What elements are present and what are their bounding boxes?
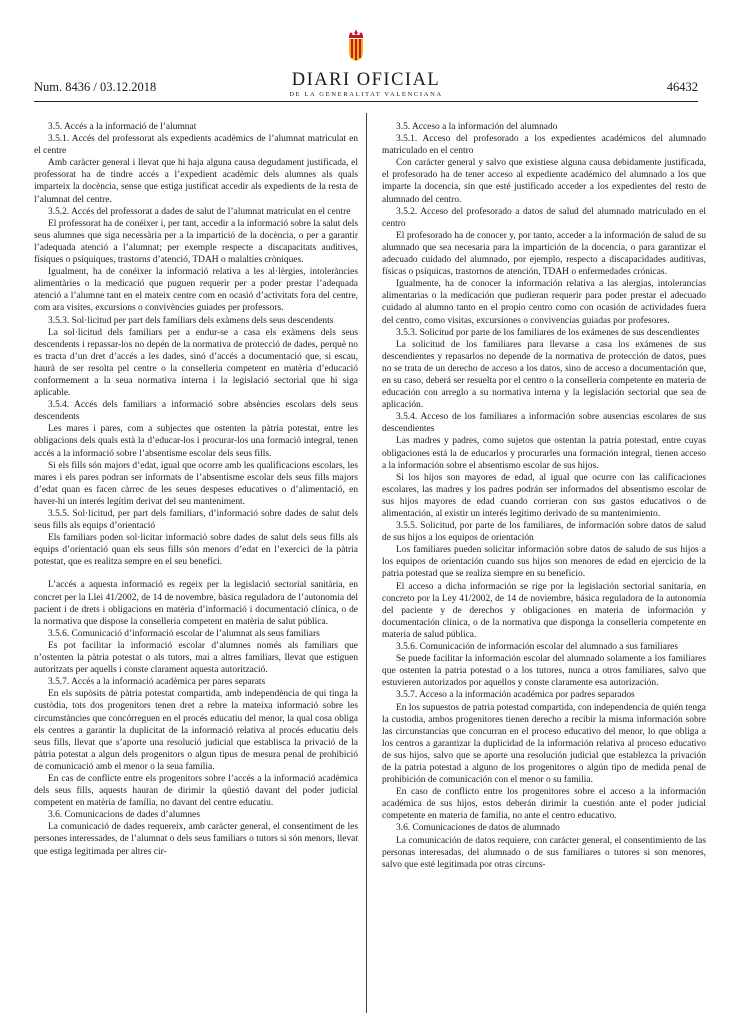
paragraph: Es pot facilitar la informació escolar d’alumnes només als familiars que n’ostenten la pàtria potestat o als tutors, mai a altres familiars, llevat que estiguen autoritzats per aquells i conste clarament aquesta autorització. <box>34 640 358 676</box>
paragraph: En caso de conflicto entre los progenitores sobre el acceso a la información académica de sus hijos, estos deberán dirimir la cuestión ante el poder judicial competente en materia de familia, no ante el centro educativo. <box>382 787 706 822</box>
header-rule <box>34 101 698 102</box>
page-number: 46432 <box>666 80 698 94</box>
paragraph: El professorat ha de conéixer i, per tant, accedir a la informació sobre la salut dels seus alumnes que siga necessària per a la impartició de la docència, o per a garantir l’adequada atenció a l’alumnat; per exemple respecte a discapacitats auditives, físiques o psíquiques, trastorns d’atenció, TDAH o malalties cròniques. <box>34 218 358 266</box>
paragraph: Igualmente, ha de conocer la información relativa a las alergias, intolerancias alimentarias o la medicación que pudieran requerir para poder prestar el adecuado cuidado al alumno tanto en el propio centro como con ocasión de actividades fuera del centro, como visitas, excursiones o convivencias guiadas por profesores. <box>382 279 706 326</box>
paragraph: En los supuestos de patria potestad compartida, con independencia de quién tenga la custodia, ambos progenitores tienen derecho a recibir la misma información sobre las circunstancias que concurran en el proceso educativo del menor, lo que obliga a los centros a garantizar la duplicidad de la información relativa al proceso educativo de sus hijos, salvo que se aporte una resolución judicial que establezca la privación de la patria potestad a alguno de los progenitores o algún tipo de medida penal de prohibición de comunicación con el menor o su familia. <box>382 702 706 786</box>
paragraph: Igualment, ha de conéixer la informació relativa a les al·lèrgies, intoleràncies alimentàries o la medicació que puguen requerir per a poder prestar l’adequada atenció a l’alumne tant en el mateix centre com en ocasió d’activitats fora del centre, com ara visites, excursions o convivències guiades per professors. <box>34 267 358 314</box>
spanish-text-column <box>382 121 706 871</box>
section-heading: 3.6. Comunicacions de dades d’alumnes <box>48 810 201 821</box>
valencian-text-column <box>34 121 358 858</box>
paragraph: La comunicación de datos requiere, con carácter general, el consentimiento de las personas interesadas, del alumnado o de sus familiares o tutores si son menores, salvo que esté legitimada por otras circuns- <box>382 835 706 870</box>
subsection-heading: 3.5.3. Sol·licitud per part dels familiars dels exàmens dels seus descendents <box>48 315 334 326</box>
paragraph: Els familiars poden sol·licitar informació sobre dades de salut dels seus fills als equips d’orientació quan els seus fills són menors d’edat en l’exercici de la pàtria potestat, que es realitza sempre en el seu benefici. <box>34 533 358 568</box>
subsection-heading: 3.5.6. Comunicación de información escolar del alumnado a sus familiares <box>396 642 678 653</box>
subsection-heading: 3.5.7. Acceso a la información académica por padres separados <box>396 690 635 701</box>
section-heading: 3.5. Acceso a la información del alumnado <box>396 122 558 132</box>
journal-title: DIARI OFICIAL <box>291 70 441 90</box>
paragraph: La solicitud de los familiares para llevarse a casa los exámenes de sus descendientes y repasarlos no depende de la normativa de protección de datos, pues no se trata de un derecho de acceso a los datos, sino de acceso a documentación que, en su caso, deberá ser resuelta por el centro o la conselleria competente en materia de educación con arreglo a su normativa interna y la legislación sectorial que sea de aplicación. <box>382 339 706 411</box>
paragraph: En els supòsits de pàtria potestat compartida, amb independència de qui tinga la custòdia, tots dos progenitors tenen dret a rebre la mateixa informació sobre les circumstàncies que concórreguen en el procés educatiu del menor, la qual cosa obliga els centres a garantir la duplicitat de la informació relativa al procés educatiu dels seus fills, llevat que s’aporte una resolució judicial que establisca la privació de la pàtria potestat a algun dels progenitors o algun tipus de mesura penal de prohibició de comunicació amb el menor o la seua família. <box>34 689 358 772</box>
subsection-heading: 3.5.4. Acceso de los familiares a información sobre ausencias escolares de sus descendientes <box>382 412 706 435</box>
paragraph: Con carácter general y salvo que existiese alguna causa debidamente justificada, el profesorado ha de tener acceso al expediente académico del alumnado a los que imparte la docencia, sin que esté justificado acceder a los expedientes del resto de alumnado del centro. <box>382 158 706 205</box>
subsection-heading: 3.5.6. Comunicació d’informació escolar de l’alumnat als seus familiars <box>48 628 320 639</box>
subsection-heading: 3.5.5. Sol·licitud, per part dels familiars, d’informació sobre dades de salut dels seus fills als equips d’orientació <box>34 509 358 532</box>
subsection-heading: 3.5.7. Accés a la informació acadèmica per pares separats <box>48 677 266 688</box>
masthead <box>34 70 698 99</box>
subsection-heading: 3.5.1. Acceso del profesorado a los expedientes académicos del alumnado matriculado en el centro <box>382 134 706 157</box>
paragraph: Amb caràcter general i llevat que hi haja alguna causa degudament justificada, el professorat ha de tindre accés a l’expedient acadèmic dels alumnes als quals imparteix la docència, sense que estiga justificat accedir als expedients de la resta de l’alumnat del centre. <box>34 158 358 205</box>
issue-number-date: Num. 8436 / 03.12.2018 <box>34 80 157 94</box>
paragraph: Las madres y padres, como sujetos que ostentan la patria potestad, entre cuyas obligaciones está la de educarlos y procurarles una formación integral, tienen acceso a la información sobre el absentismo escolar de sus hijos. <box>382 436 706 471</box>
section-heading: 3.6. Comunicaciones de datos de alumnado <box>396 823 560 834</box>
subsection-heading: 3.5.1. Accés del professorat als expedients acadèmics de l’alumnat matriculat en el centre <box>34 134 358 157</box>
paragraph: Si els fills són majors d’edat, igual que ocorre amb les qualificacions escolars, les mares i els pares podran ser informats de l’absentisme escolar dels seus fills majors d’edat quan es facen càrrec de les seues despeses educatives o d’alimentació, en haver-hi un interés legítim derivat del seu manteniment. <box>34 460 358 507</box>
subsection-heading: 3.5.5. Solicitud, por parte de los familiares, de información sobre datos de salud de sus hijos a los equipos de orientación <box>382 521 706 544</box>
subsection-heading: 3.5.2. Accés del professorat a dades de salut de l’alumnat matriculat en el centre <box>48 206 351 217</box>
paragraph: El acceso a dicha información se rige por la legislación sectorial sanitaria, en concreto por la Ley 41/2002, de 14 de noviembre, básica reguladora de la autonomía del paciente y de derechos y obligaciones en materia de información y documentación clínica, o de la normativa que disponga la conselleria competente en materia de salud pública. <box>382 581 706 640</box>
paragraph: Si los hijos son mayores de edad, al igual que ocurre con las calificaciones escolares, las madres y los padres podrán ser informados del absentismo escolar de sus hijos mayores de edad cuando corrieran con sus gastos educativos o de alimentación, al existir un interés legítimo derivado de su mantenimiento. <box>382 472 706 519</box>
journal-subtitle: DE LA GENERALITAT VALENCIANA <box>289 91 443 98</box>
paragraph: Los familiares pueden solicitar información sobre datos de saludo de sus hijos a los equipos de orientación cuando sus hijos son menores de edad en ejercicio de la patria potestad que se realiza siempre en su beneficio. <box>382 545 706 580</box>
column-divider <box>366 113 367 1013</box>
paragraph: L’accés a aquesta informació es regeix per la legislació sectorial sanitària, en concret per la Llei 41/2002, de 14 de novembre, bàsica reguladora de l’autonomia del pacient i de drets i obligacions en matèria d’informació i documentació clínica, o de la normativa que dispose la conselleria competent en matèria de salut pública. <box>34 580 358 627</box>
paragraph: El profesorado ha de conocer y, por tanto, acceder a la información de salud de su alumnado que sea necesaria para la impartición de la docencia, o para garantizar el adecuado cuidado del alumnado, por ejemplo, respecto a discapacidades auditivas, físicas o psíquicas, trastornos de atención, TDAH o enfermedades crónicas. <box>382 230 706 278</box>
page-header <box>34 30 698 100</box>
paragraph: En cas de conflicte entre els progenitors sobre l’accés a la informació acadèmica dels seus fills, aquests hauran de dirimir la qüestió davant del poder judicial competent en matèria de família, no davant del centre educatiu. <box>34 773 358 809</box>
subsection-heading: 3.5.3. Solicitud por parte de los familiares de los exámenes de sus descendientes <box>396 327 700 338</box>
subsection-heading: 3.5.2. Acceso del profesorado a datos de salud del alumnado matriculado en el centro <box>382 206 706 229</box>
paragraph: Les mares i pares, com a subjectes que ostenten la pàtria potestat, entre les obligacions dels quals està la d’educar-los i procurar-los una formació integral, tenen accés a la informació sobre l’absentisme escolar dels seus fills. <box>34 424 358 459</box>
section-heading: 3.5. Accés a la informació de l’alumnat <box>48 122 197 132</box>
paragraph: Se puede facilitar la información escolar del alumnado solamente a los familiares que ostenten la patria potestad o a los tutores, nunca a otros familiares, salvo que estuvieren autorizados por aquellos y conste claramente esa autorización. <box>382 654 706 689</box>
valencia-crown-emblem-icon <box>345 30 367 62</box>
paragraph: La sol·licitud dels familiars per a endur-se a casa els exàmens dels seus descendents i repassar-los no depén de la normativa de protecció de dades, perquè no es tracta d’un dret d’accés a les dades, sinó d’accés a documentació que, si escau, haurà de ser resolta pel centre o la conselleria competent en matèria d’educació conformement a la seua normativa interna i la legislació sectorial que hi siga aplicable. <box>34 327 358 399</box>
paragraph: La comunicació de dades requereix, amb caràcter general, el consentiment de les persones interessades, de l’alumnat o dels seus familiars o tutors si són menors, llevat que estiga legitimada per altres cir- <box>34 822 358 857</box>
subsection-heading: 3.5.4. Accés dels familiars a informació sobre absències escolars dels seus descendents <box>34 400 358 423</box>
